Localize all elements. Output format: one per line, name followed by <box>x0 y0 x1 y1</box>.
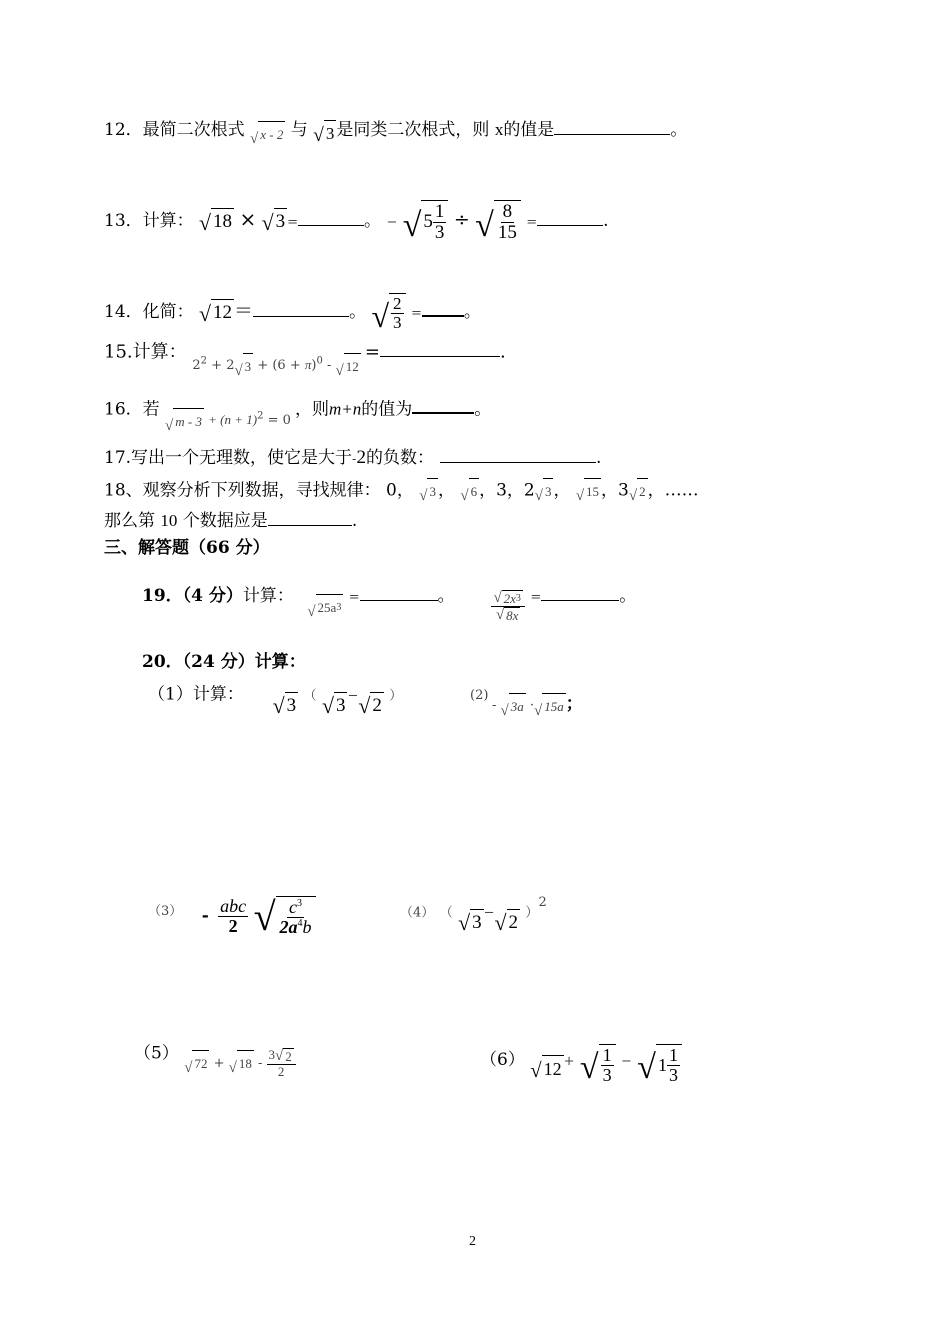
sqrt-fraction: √ $\frac{8}{15}$ <box>475 200 521 243</box>
q20-part-3: （3） - $\frac{\text{abc}}{2}$ √ $\frac{c^3}{2a^4b}$ <box>148 890 316 931</box>
question-20 <box>142 650 306 674</box>
q-text: 写出一个无理数，使它是大于 <box>131 448 353 468</box>
q-score: （4 分） <box>182 585 243 606</box>
q-text: ，则 <box>295 399 330 420</box>
q-text: 与 <box>290 120 308 140</box>
sqrt-expression: √ 18 <box>199 208 234 234</box>
answer-blank[interactable] <box>440 446 596 463</box>
answer-blank[interactable] <box>298 209 364 226</box>
part-label: （6） <box>480 1049 525 1070</box>
q-number: 12． <box>104 120 143 140</box>
q-text: 是同类二次根式，则 <box>336 120 490 140</box>
part-label: (2) <box>470 688 489 703</box>
q-text: 计算： <box>254 652 306 672</box>
question-18: 18、观察分析下列数据，寻找规律： 0， √ 3 ， √ 6 ，3，2 √ 3 ， √ 15 ，3 √ 2 ，…… <box>104 478 699 504</box>
question-15: 15.计算： $_{2^2 + 2 √ 3 + (6 + \pi)^0 - √ 12}$ = . <box>104 341 506 379</box>
sqrt-expression: √ 12 <box>199 299 234 325</box>
q-number: 14． <box>104 301 143 322</box>
page-number: 2 <box>469 1234 476 1249</box>
q20-part-6: （6） √ 12 + √ $\frac{1}{3}$ − √ 1 $\frac{1}{3}$ <box>480 1040 682 1081</box>
answer-blank[interactable] <box>268 509 352 526</box>
question-16: 16．若 $_{√ m - 3 + (n + 1)^2 = 0}$ ，则m+n的值为 。 <box>104 395 491 424</box>
variable: x <box>494 120 504 139</box>
sqrt-expression: √ 3 <box>313 120 336 146</box>
math-expression: √ m - 3 + (n + 1)2 = 0 <box>165 413 295 428</box>
math-fraction: √ 2x 3 √ 8x <box>491 590 524 623</box>
q-score: （24 分） <box>182 652 255 672</box>
q-number: 16． <box>104 399 143 420</box>
sqrt-fraction: √ $\frac{c^3}{2a^4b}$ <box>254 896 316 937</box>
answer-blank[interactable] <box>380 340 500 357</box>
answer-blank[interactable] <box>554 118 670 135</box>
part-label: （5） <box>134 1043 179 1064</box>
q-number: 17. <box>104 448 132 468</box>
q-text: 计算： <box>132 341 187 363</box>
question-18-line2: 那么第 10 个数据应是 . <box>104 511 358 531</box>
sqrt-fraction: √ $\frac{2}{3}$ <box>371 293 405 332</box>
answer-blank[interactable] <box>541 584 619 601</box>
question-19: 19．（4 分）计算： $_{√ 25a 3}$ = 。 √ 2x 3 √ 8x = 。 <box>142 585 637 624</box>
q-number: 15. <box>104 341 133 363</box>
times-sign: × <box>239 206 257 231</box>
q-text: 若 <box>142 399 160 420</box>
math-expression: 22 + 2 √ 3 + (6 + π)0 - √ 12 <box>192 358 364 373</box>
answer-blank[interactable] <box>422 299 464 317</box>
q-text: 的负数： <box>365 448 434 468</box>
answer-blank[interactable] <box>253 300 349 317</box>
q-text: 观察分析下列数据，寻找规律： <box>142 480 381 501</box>
q-text: 计算： <box>142 210 194 231</box>
q-number: 13． <box>104 210 143 231</box>
sqrt-fraction: √ $\frac{1}{3}$ <box>580 1044 616 1085</box>
question-14: 14．化简： √ 12 ＝ 。 √ $\frac{2}{3}$ = 。 <box>104 294 481 334</box>
q-text: 最简二次根式 <box>142 120 245 140</box>
question-12: 12．最简二次根式 √ x - 2 与 √ 3 是同类二次根式，则 x的值是 。 <box>104 120 688 147</box>
answer-blank[interactable] <box>537 209 603 226</box>
q-text: 计算： <box>242 585 294 606</box>
q-number: 18、 <box>104 480 143 501</box>
q-number: 20． <box>142 652 183 672</box>
answer-blank[interactable] <box>360 584 438 601</box>
math-expression: √ 25a 3 <box>307 600 343 615</box>
math-fraction: $\frac{\text{abc}}{2}$ <box>220 896 247 936</box>
section-title: 三、解答题（66 分） <box>104 538 270 558</box>
math-expression: √ 72 + √ 18 - 3 √ 2 2 <box>184 1056 295 1071</box>
q-text: 的值为 <box>361 399 413 420</box>
sqrt-expression: √ 3 <box>262 208 288 234</box>
q20-part-5 <box>134 1040 296 1079</box>
divide-sign: ÷ <box>453 208 470 231</box>
q20-part-1: （1）计算： √ 3 （ √ 3 − √ 2 ） <box>148 684 403 719</box>
question-13: 13．计算： √ 18 × √ 3 = 。 − √ 5 $\frac{1}{3}$ ÷ √ $\frac{8}{15}$ = . <box>104 201 609 244</box>
answer-blank[interactable] <box>412 396 474 414</box>
q-text: 化简： <box>142 301 194 322</box>
part-label: （1）计算： <box>148 684 244 705</box>
question-17: 17.写出一个无理数，使它是大于-2的负数： . <box>104 447 602 468</box>
q-number: 19． <box>142 585 183 606</box>
part-label: （4） <box>400 905 435 921</box>
sqrt-expression: √ x - 2 <box>250 121 285 147</box>
q20-part-2: (2) - √ 3a · √ 15a ； <box>470 688 583 719</box>
q-text: 的值是 <box>503 120 555 140</box>
part-label: （3） <box>148 903 183 919</box>
sqrt-mixed-number: √ 1 $\frac{1}{3}$ <box>637 1044 682 1085</box>
sqrt-mixed-number: √ 5 $\frac{1}{3}$ <box>403 200 449 243</box>
q20-part-4: （4） （ √ 3 − √ 2 ）$^2$ <box>400 895 547 936</box>
